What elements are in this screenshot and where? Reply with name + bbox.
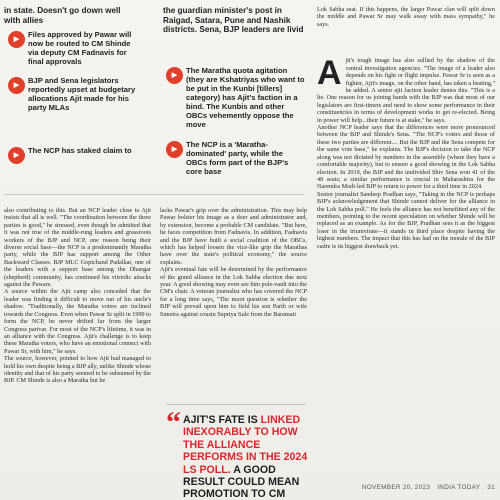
- bullet-text: The NCP is a 'Maratha-dominated' party, while the OBCs form part of the BJP's core base: [186, 140, 289, 176]
- arrow-icon: ▶: [8, 147, 25, 164]
- arrow-icon: ▶: [166, 141, 183, 158]
- quote-mark-icon: “: [166, 406, 181, 439]
- bullet-item: [8, 30, 138, 66]
- article-column-2: lacks Pawar's grip over the administration. This may help Pawar bolster his image as a doer and administrator and, by extension, become a probable CM candidate. "But here, he faces competition from Fadnavis. In addition, Fadnavis and the BJP have built a social coalition of the OBCs, which has helped loosen the vice-like grip the Marathas have over the state's political economy," the source explains. Ajit's eventual fate will be determined by the performance of the grand alliance in the Lok Sabha election due next year. A good showing may even see him pole-vault into the CM's chair. A veteran journalist who has covered the NCP for a long time says, "The moot question is whether the BJP will prevail upon him to field his son Parth or wife Sunetra against cousin Supriya Sule from the Baramati: [160, 207, 307, 318]
- article-column-3-text: jit's tough image has also sullied by the shadow of the central investigation agencies. "The image of a leader also depends on his fight or flight impulse. Pawar Sr is seen as a fighter, Ajit's image, on the other hand, has taken a beating," he added. A senior ajit faction leader denies this. "This is a lie. One reason for us joining hands with the BJP was that most of our legislators are first-timers and need to show some performance in their constituencies in terms of development works to get re-elected. Being in power will help...their future is at stake," he says. Another NCP leader says that the differences were more pronounced between the BJP and Shinde's Sena. "The NCP's voters and those of these two parties are different.... But the BJP and the Sena compete for the same vote base," he explains. The BJP's decision to take the NCP along was not dictated by numbers in the assembly (where they have a comfortable majority), but to ensure a good showing in the Lok Sabha election. In 2019, the BJP and the undivided Shiv Sena won 41 of the 48 seats; a similar performance is crucial in Maharashtra for the Narendra Modi-led BJP to return to power for a third time in 2024. Senior journalist Sandeep Pradhan says, "Taking in the NCP is perhaps BJP's acknowledgement that Shinde cannot deliver for the alliance in the Lok Sabha poll." He feels the alliance has not benefitted any of the members, pointing to the recent speculation on whether Shinde will be replaced as an example. As for the BJP, Pradhan sees it as the biggest loser in the triumvirate—it stands in third place despite having the highest numbers. The impact that this has had on the morale of the BJP cadre is its biggest drawback yet.: [317, 57, 495, 250]
- page-footer: [305, 484, 495, 491]
- bullet-item: [8, 76, 138, 112]
- bullet-text: The NCP has staked claim to: [28, 146, 132, 155]
- pull-quote-part1: AJIT'S FATE IS: [183, 414, 261, 426]
- quote-rule: [166, 404, 306, 405]
- footer-magazine: INDIA TODAY: [437, 484, 481, 491]
- arrow-icon: ▶: [8, 77, 25, 94]
- footer-date: NOVEMBER 20, 2023: [361, 484, 431, 491]
- section-divider: [4, 194, 304, 195]
- top-center-lead: the guardian minister's post in Raigad, Satara, Pune and Nashik districts. Sena, BJP leaders are livid: [163, 6, 304, 35]
- bullet-text: BJP and Sena legislators reportedly upset at budgetary allocations Ajit made for his party MLAs: [28, 76, 136, 112]
- pull-quote-part3: A GOOD RESULT COULD MEAN PROMOTION TO CM: [183, 463, 300, 500]
- article-column-1: also contributing to this. But an NCP leader close to Ajit insists that all is well. "The coordination between the three parties is good," he stressed, even though he admitted that it was not true of the middle-rung leaders and grassroots workers of the BJP and NCP, one reason being their diverse social base—the NCP is a predominantly Maratha party, while the BJP has support among the Other Backward Classes. BJP MLC Gopichand Padalkar, one of the leaders with a support base among the Dhangar (shepherd) community, has continued his vitriolic attacks against the Pawars. A source within the Ajit camp also conceded that the leader was finding it difficult to move out of his uncle's shadow. "Traditionally, the Maratha voters are inclined towards the Congress. Even when Pawar Sr split in 1999 to form the NCP, he never drifted far from the larger Congress parivar. For most of the NCP's lifetime, it was in an alliance with the Congress. Ajit's challenge is to keep these Maratha voters, who have an emotional connect with Pawar Sr, with him," he says. The source, however, pointed to how Ajit had managed to hold his own despite being a BJP ally, unlike Shinde whose identity and that of his party seemed to be subsumed by the BJP. CM Shinde is also a Maratha but he: [4, 207, 151, 385]
- pull-quote-part2: LINKED INEXORABLY TO HOW THE ALLIANCE PERFORMS IN THE 2024 LS POLL.: [183, 414, 308, 476]
- bullet-item: [166, 66, 306, 129]
- article-column-3-top: Lok Sabha seat. If this happens, the larger Pawar clan will split down the middle and Pawar Sr may walk away with mass sympathy," he says.: [317, 6, 495, 28]
- arrow-icon: ▶: [166, 67, 183, 84]
- bullet-item: [166, 140, 306, 176]
- arrow-icon: ▶: [8, 31, 25, 48]
- drop-cap: A: [317, 54, 342, 93]
- article-column-3: [317, 50, 495, 482]
- top-left-lead: in state. Doesn't go down well with allies: [4, 6, 121, 25]
- pull-quote: [183, 414, 309, 500]
- bullet-text: The Maratha quota agitation (they are Kshatriyas who want to be put in the Kunbi [tillers] category) has Ajit's faction in a bind. The Kunbis and other OBCs vehemently oppose the move: [186, 66, 305, 129]
- footer-page-number: 31: [487, 484, 495, 491]
- bullet-text: Files approved by Pawar will now be routed to CM Shinde via deputy CM Fadnavis for final approvals: [28, 30, 132, 66]
- bullet-item: [8, 146, 138, 164]
